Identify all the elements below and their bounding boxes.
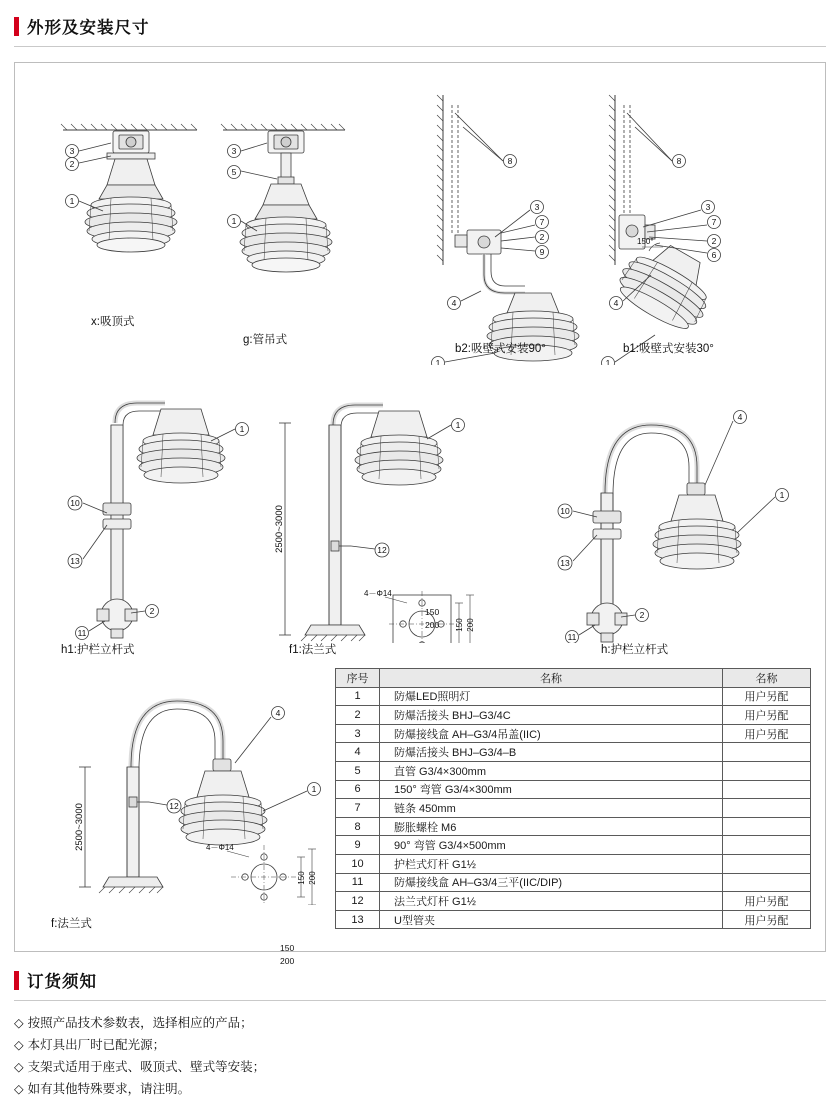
svg-text:10: 10	[560, 506, 570, 516]
svg-text:4: 4	[275, 708, 281, 718]
cell-remark	[723, 854, 811, 873]
cell-name: 150° 弯管 G3/4×300mm	[380, 780, 723, 799]
svg-text:150: 150	[297, 871, 306, 885]
accent-bar-2	[14, 971, 19, 990]
diamond-icon: ◇	[14, 1060, 24, 1074]
order-notes	[14, 1012, 814, 1100]
order-section-header	[0, 968, 840, 992]
table-header-name: 名称	[380, 669, 723, 688]
svg-text:4: 4	[737, 412, 743, 422]
table-row	[336, 743, 811, 762]
cell-remark	[723, 743, 811, 762]
svg-text:10: 10	[70, 498, 80, 508]
cell-name: 防爆LED照明灯	[380, 687, 723, 706]
note-item	[14, 1078, 814, 1100]
table-header-row	[336, 669, 811, 688]
svg-text:2: 2	[639, 610, 645, 620]
svg-text:4－Φ14: 4－Φ14	[364, 589, 392, 598]
row1-drawings	[15, 65, 825, 365]
cell-no: 2	[336, 706, 380, 725]
cell-name: 防爆活接头 BHJ–G3/4–B	[380, 743, 723, 762]
table-row	[336, 836, 811, 855]
svg-text:12: 12	[169, 801, 179, 811]
svg-text:150°: 150°	[637, 237, 654, 246]
f-detail-dim-200: 200	[280, 956, 295, 966]
caption-x: x:吸顶式	[91, 316, 135, 328]
cell-remark	[723, 799, 811, 818]
note-text: 支架式适用于座式、吸顶式、壁式等安装；	[27, 1060, 266, 1074]
header-divider	[14, 46, 826, 47]
cell-no: 10	[336, 854, 380, 873]
diamond-icon: ◇	[14, 1038, 24, 1052]
svg-text:13: 13	[70, 556, 80, 566]
cell-no: 8	[336, 817, 380, 836]
svg-text:6: 6	[711, 250, 717, 260]
svg-text:11: 11	[567, 632, 577, 642]
table-row	[336, 724, 811, 743]
svg-text:1: 1	[435, 358, 441, 365]
svg-text:1: 1	[69, 196, 75, 206]
caption-h: h:护栏立杆式	[601, 644, 669, 656]
cell-name: 护栏式灯杆 G1½	[380, 854, 723, 873]
cell-remark	[723, 873, 811, 892]
caption-f1: f1:法兰式	[289, 644, 337, 656]
diamond-icon: ◇	[14, 1082, 24, 1096]
cell-no: 7	[336, 799, 380, 818]
table-header-remark: 名称	[723, 669, 811, 688]
caption-f: f:法兰式	[51, 918, 92, 930]
cell-no: 1	[336, 687, 380, 706]
svg-text:150: 150	[455, 618, 464, 632]
svg-text:11: 11	[77, 628, 87, 638]
svg-text:7: 7	[711, 217, 717, 227]
svg-text:1: 1	[455, 420, 461, 430]
svg-text:8: 8	[507, 156, 513, 166]
svg-text:3: 3	[705, 202, 711, 212]
cell-name: 链条 450mm	[380, 799, 723, 818]
section-title: 外形及安装尺寸	[27, 19, 150, 37]
svg-text:3: 3	[231, 146, 237, 156]
table-row	[336, 817, 811, 836]
svg-text:8: 8	[676, 156, 682, 166]
svg-text:3: 3	[69, 146, 75, 156]
cell-remark	[723, 836, 811, 855]
f1-detail-dim-200: 200	[425, 620, 440, 630]
parts-table	[335, 668, 811, 929]
note-text: 本灯具出厂时已配光源；	[27, 1038, 166, 1052]
svg-text:5: 5	[231, 167, 237, 177]
svg-text:2: 2	[149, 606, 155, 616]
cell-remark: 用户另配	[723, 706, 811, 725]
table-header-no: 序号	[336, 669, 380, 688]
cell-name: 90° 弯管 G3/4×500mm	[380, 836, 723, 855]
svg-text:2: 2	[69, 159, 75, 169]
cell-no: 13	[336, 910, 380, 929]
cell-remark: 用户另配	[723, 724, 811, 743]
cell-no: 9	[336, 836, 380, 855]
table-row	[336, 854, 811, 873]
parts-table-wrapper	[335, 668, 811, 929]
cell-remark	[723, 761, 811, 780]
svg-text:1: 1	[605, 358, 611, 365]
f1-detail-dim-150: 150	[425, 607, 440, 617]
svg-text:2: 2	[711, 236, 717, 246]
note-text: 如有其他特殊要求，请注明。	[27, 1082, 191, 1096]
order-divider	[14, 1000, 826, 1001]
note-text: 按照产品技术参数表，选择相应的产品；	[27, 1016, 253, 1030]
svg-text:3: 3	[534, 202, 540, 212]
row2-drawings	[15, 363, 825, 643]
cell-remark	[723, 817, 811, 836]
cell-name: 膨胀螺栓 M6	[380, 817, 723, 836]
section-title-2: 订货须知	[27, 973, 97, 991]
svg-text:2: 2	[539, 232, 545, 242]
f-detail-dim-150: 150	[280, 943, 295, 953]
svg-text:200: 200	[466, 618, 475, 632]
svg-text:4: 4	[613, 298, 619, 308]
table-row	[336, 873, 811, 892]
table-row	[336, 687, 811, 706]
note-item	[14, 1056, 814, 1078]
cell-name: 法兰式灯杆 G1½	[380, 892, 723, 911]
dimensions-section-header	[0, 14, 840, 38]
svg-text:200: 200	[308, 871, 317, 885]
cell-name: 防爆活接头 BHJ–G3/4C	[380, 706, 723, 725]
note-item	[14, 1012, 814, 1034]
accent-bar	[14, 17, 19, 36]
diamond-icon: ◇	[14, 1016, 24, 1030]
cell-remark: 用户另配	[723, 892, 811, 911]
table-row	[336, 706, 811, 725]
caption-b1: b1:吸壁式安装30°	[623, 343, 714, 355]
cell-name: 防爆接线盒 AH–G3/4吊盖(IIC)	[380, 724, 723, 743]
table-row	[336, 761, 811, 780]
svg-text:1: 1	[779, 490, 785, 500]
table-row	[336, 780, 811, 799]
cell-no: 3	[336, 724, 380, 743]
svg-text:9: 9	[539, 247, 545, 257]
svg-text:1: 1	[231, 216, 237, 226]
cell-remark: 用户另配	[723, 687, 811, 706]
svg-text:2500~3000: 2500~3000	[74, 803, 85, 851]
svg-text:2500~3000: 2500~3000	[274, 505, 285, 553]
svg-text:4: 4	[451, 298, 457, 308]
cell-no: 5	[336, 761, 380, 780]
row3-drawing-f	[49, 675, 379, 905]
cell-remark: 用户另配	[723, 910, 811, 929]
table-row	[336, 910, 811, 929]
svg-text:13: 13	[560, 558, 570, 568]
cell-name: 防爆接线盒 AH–G3/4三平(IIC/DIP)	[380, 873, 723, 892]
cell-no: 6	[336, 780, 380, 799]
cell-no: 11	[336, 873, 380, 892]
caption-b2: b2:吸壁式安装90°	[455, 343, 546, 355]
note-item	[14, 1034, 814, 1056]
table-row	[336, 799, 811, 818]
caption-h1: h1:护栏立杆式	[61, 644, 135, 656]
cell-no: 12	[336, 892, 380, 911]
cell-name: 直管 G3/4×300mm	[380, 761, 723, 780]
cell-remark	[723, 780, 811, 799]
cell-name: U型管夹	[380, 910, 723, 929]
table-row	[336, 892, 811, 911]
drawing-frame	[14, 62, 826, 966]
svg-text:12: 12	[377, 545, 387, 555]
svg-text:1: 1	[311, 784, 317, 794]
svg-text:4－Φ14: 4－Φ14	[206, 843, 234, 852]
svg-text:7: 7	[539, 217, 545, 227]
caption-g: g:管吊式	[243, 334, 288, 346]
svg-text:1: 1	[239, 424, 245, 434]
cell-no: 4	[336, 743, 380, 762]
